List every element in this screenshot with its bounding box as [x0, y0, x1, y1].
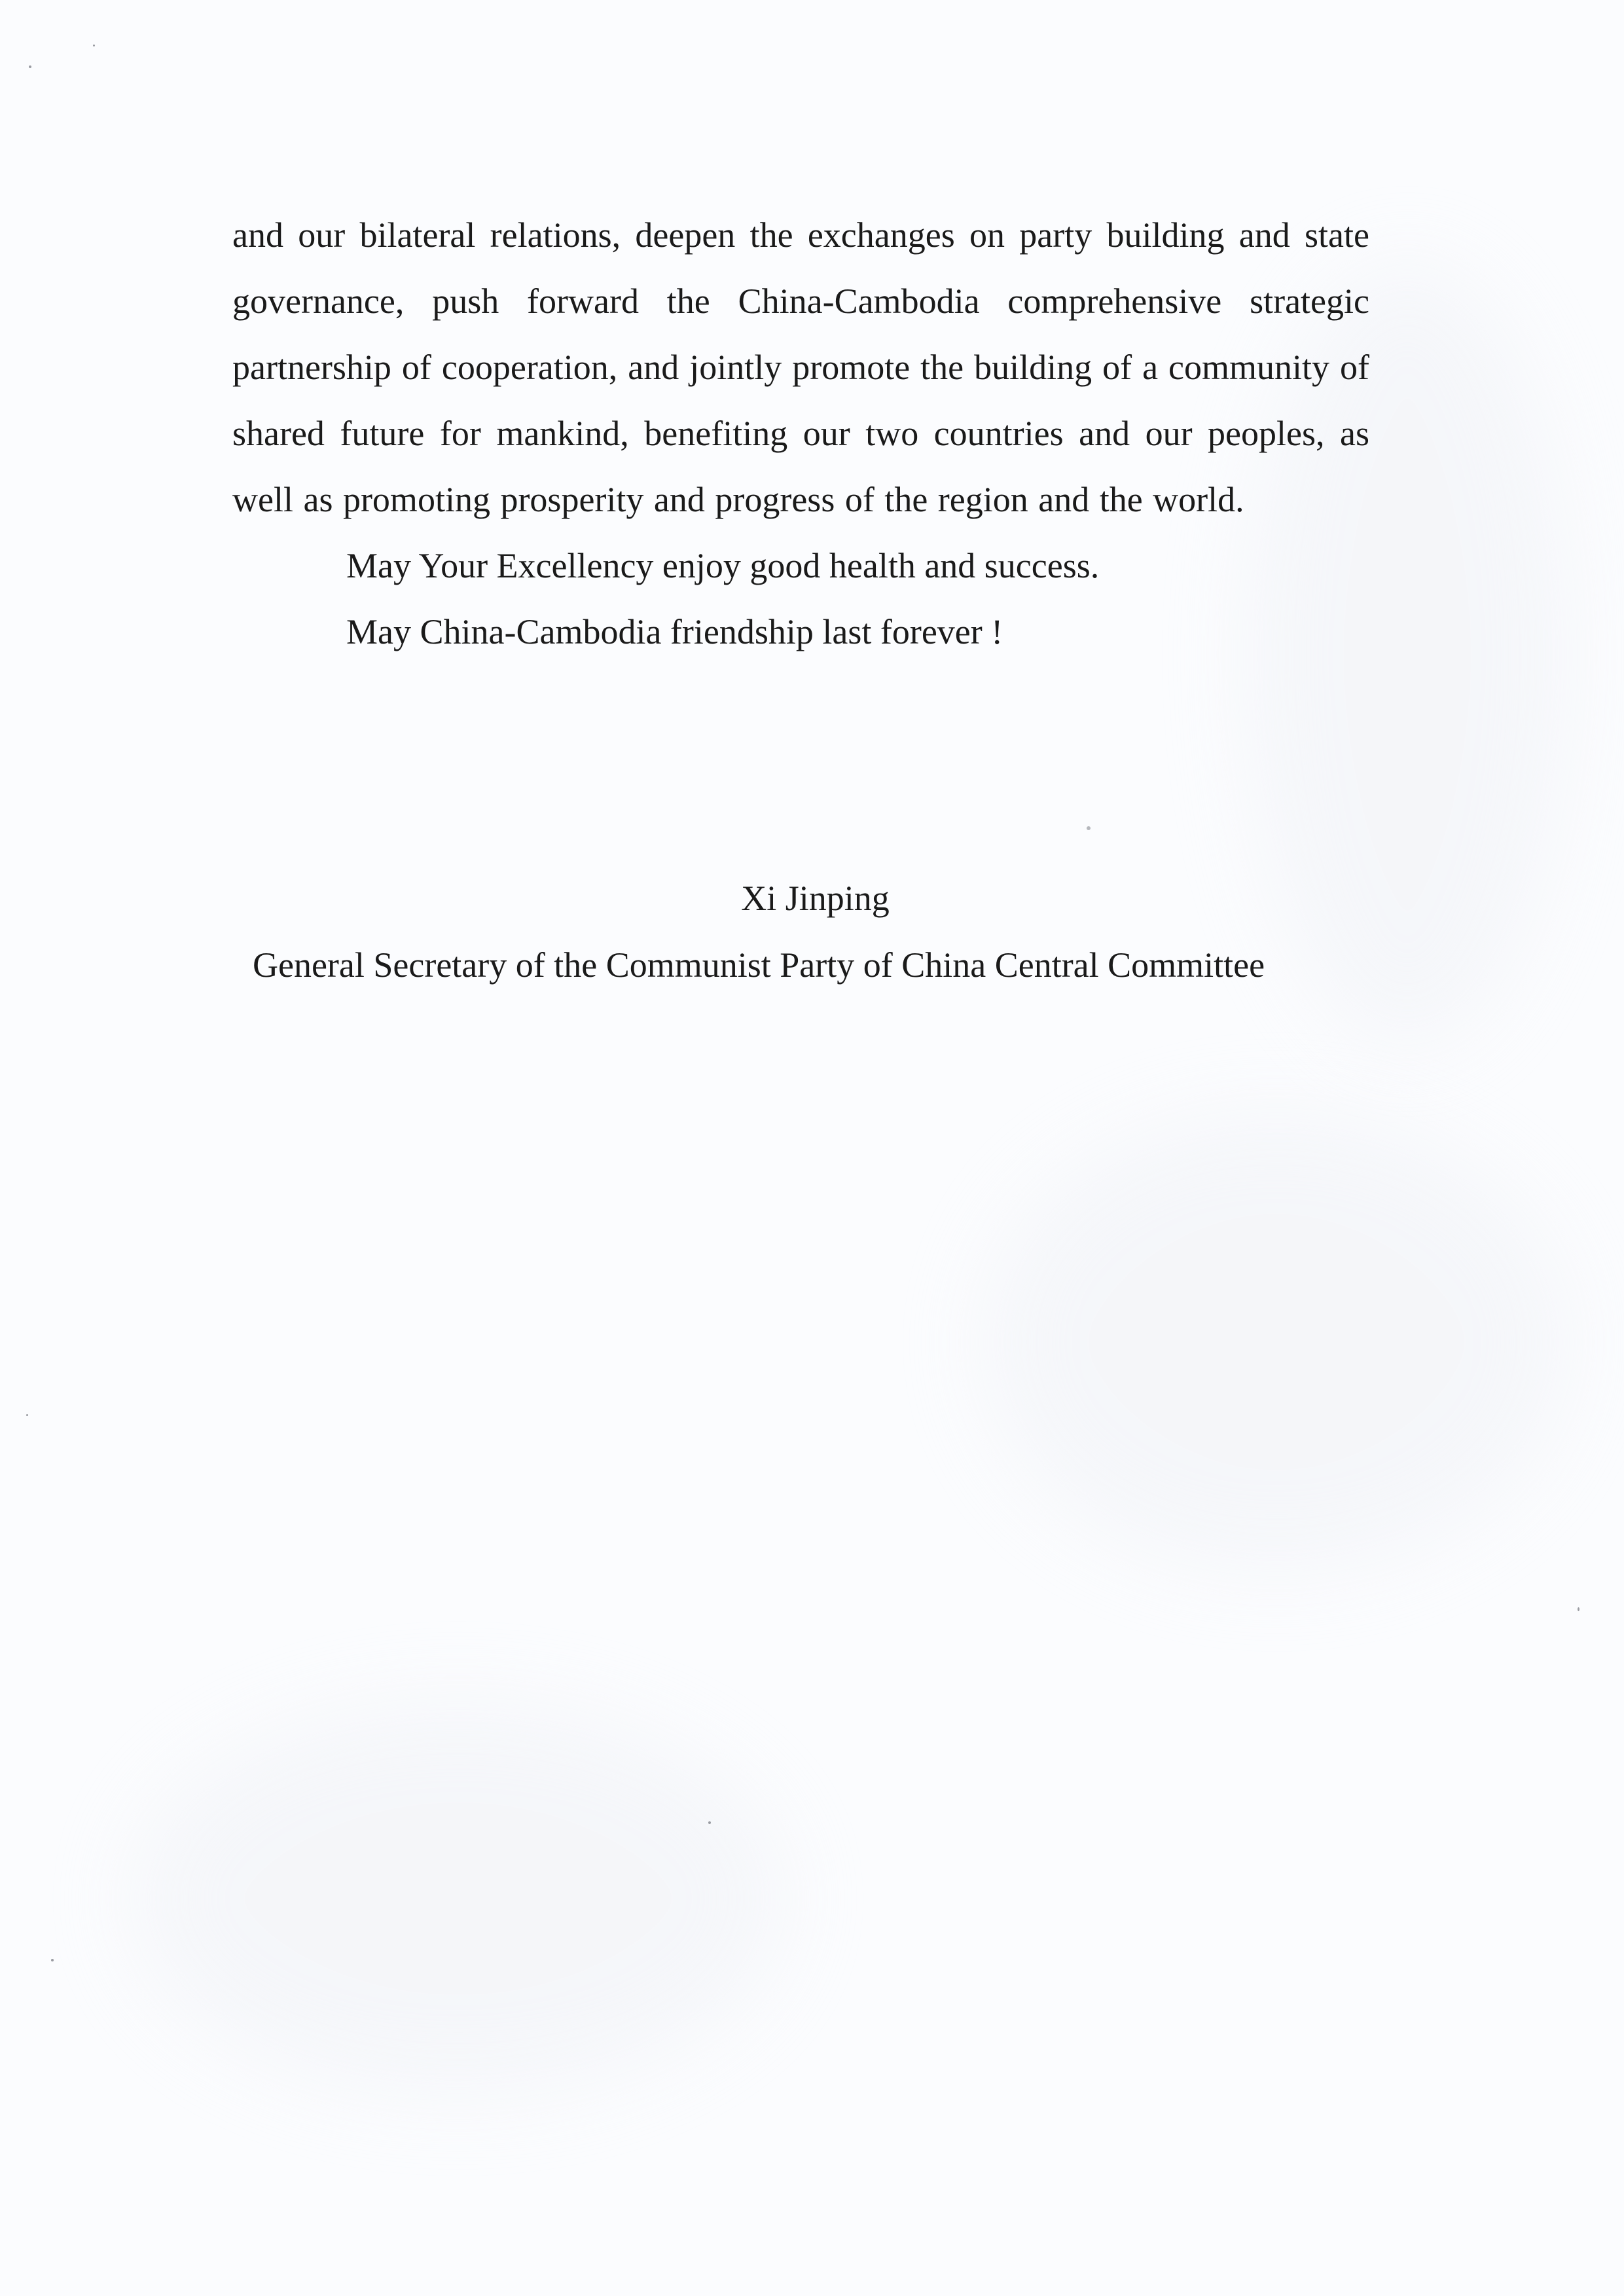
closing-wish-friendship: May China-Cambodia friendship last forever ! — [346, 612, 1003, 651]
scan-speck — [1087, 826, 1091, 830]
scan-speck — [708, 1821, 711, 1824]
scan-shading — [982, 1113, 1571, 1571]
closing-wish-health: May Your Excellency enjoy good health and success. — [346, 546, 1100, 585]
scan-speck — [1578, 1607, 1579, 1611]
signature-title: General Secretary of the Communist Party of China Central Committee — [253, 945, 1265, 985]
scan-speck — [93, 45, 95, 46]
letter-paragraph: and our bilateral relations, deepen the exchanges on party building and state governance, push forward the China-Cambodia comprehensive strategic partnership of cooperation, and jointly promote the building of a community of shared future for mankind, benefiting our two countries and our peoples, as well as promoting prosperity and progress of the region and the world. — [232, 215, 1369, 519]
scan-shading — [131, 1702, 785, 2095]
scan-speck — [26, 1414, 28, 1416]
signature-name: Xi Jinping — [741, 879, 890, 918]
letter-body — [232, 202, 1369, 665]
scan-speck — [29, 65, 31, 68]
scan-speck — [51, 1959, 54, 1961]
